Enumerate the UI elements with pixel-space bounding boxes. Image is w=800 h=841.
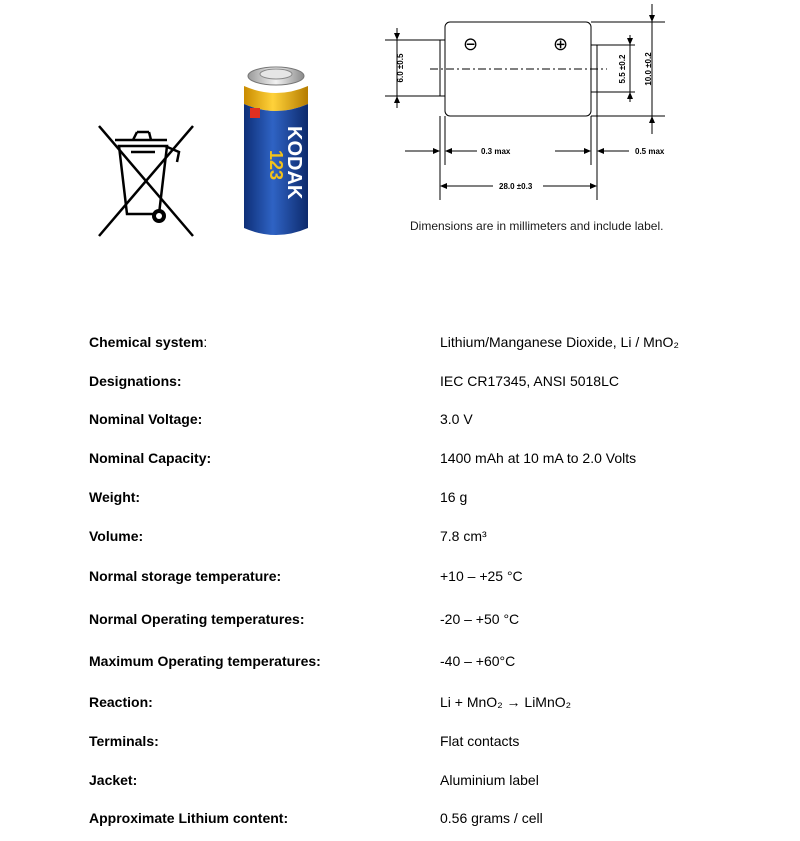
spec-row (0, 772, 800, 792)
spec-label (89, 694, 153, 710)
spec-label (89, 489, 140, 505)
positive-terminal-icon: ⊕ (553, 34, 569, 55)
spec-label-text: Approximate Lithium content: (89, 810, 289, 826)
spec-label-text: Jacket: (89, 772, 138, 788)
kodak-logo-icon (250, 108, 260, 118)
spec-value: Lithium/Manganese Dioxide, Li / MnO₂ (440, 334, 679, 350)
spec-row (0, 810, 800, 830)
spec-label-text: Terminals: (89, 733, 159, 749)
spec-label (89, 772, 137, 788)
spec-label (89, 528, 143, 544)
spec-label-text: Chemical system (89, 334, 204, 350)
diagram-caption: Dimensions are in millimeters and include label. (410, 219, 664, 233)
spec-row (0, 489, 800, 509)
spec-label-text: Maximum Operating temperatures: (89, 653, 321, 669)
battery-model-label: 123 (266, 150, 286, 181)
spec-row (0, 334, 800, 354)
spec-label-text: Nominal Voltage: (89, 411, 203, 427)
spec-label-text: Normal storage temperature: (89, 568, 282, 584)
spec-label (89, 568, 281, 584)
spec-label (89, 411, 202, 427)
spec-label-text: Volume: (89, 528, 144, 544)
spec-label-text: Normal Operating temperatures: (89, 611, 305, 627)
spec-label-text: Reaction: (89, 694, 153, 710)
spec-value: -40 – +60°C (440, 653, 516, 669)
spec-value: +10 – +25 °C (440, 568, 523, 584)
dim-height-right-outer: 10.0 ±0.2 (644, 52, 654, 86)
dim-cap-left: 0.3 max (481, 147, 511, 156)
negative-terminal-icon: ⊖ (463, 34, 479, 55)
spec-row (0, 694, 800, 714)
dim-cap-right: 0.5 max (635, 147, 665, 156)
spec-value: -20 – +50 °C (440, 611, 520, 627)
spec-row (0, 528, 800, 548)
spec-value: IEC CR17345, ANSI 5018LC (440, 373, 619, 389)
battery-dimension-diagram (385, 0, 800, 240)
spec-label-text: Weight: (89, 489, 141, 505)
spec-row (0, 411, 800, 431)
dim-height-right-inner: 5.5 ±0.2 (618, 54, 628, 84)
dim-height-left: 6.0 ±0.5 (396, 53, 406, 83)
spec-value: Flat contacts (440, 733, 520, 749)
spec-label-suffix: : (203, 334, 208, 350)
spec-label (89, 611, 305, 627)
spec-row (0, 611, 800, 631)
spec-value: Li + MnO₂ → LiMnO₂ (440, 694, 572, 710)
spec-label (89, 334, 207, 350)
spec-label (89, 450, 211, 466)
spec-value: 7.8 cm³ (440, 528, 487, 544)
spec-row (0, 733, 800, 753)
spec-label (89, 653, 321, 669)
weee-crossed-bin-icon (93, 118, 203, 242)
dim-length: 28.0 ±0.3 (499, 182, 533, 191)
spec-row (0, 653, 800, 673)
spec-value: Aluminium label (440, 772, 539, 788)
spec-row (0, 373, 800, 393)
spec-row (0, 568, 800, 588)
spec-value: 1400 mAh at 10 mA to 2.0 Volts (440, 450, 637, 466)
spec-row (0, 450, 800, 470)
spec-label (89, 373, 182, 389)
spec-value: 16 g (440, 489, 468, 505)
spec-value: 3.0 V (440, 411, 473, 427)
spec-label-text: Nominal Capacity: (89, 450, 212, 466)
spec-label-text: Designations: (89, 373, 182, 389)
battery-brand-label: KODAK (283, 126, 305, 200)
spec-value: 0.56 grams / cell (440, 810, 543, 826)
battery-image (236, 64, 316, 244)
spec-label (89, 733, 159, 749)
spec-label (89, 810, 288, 826)
